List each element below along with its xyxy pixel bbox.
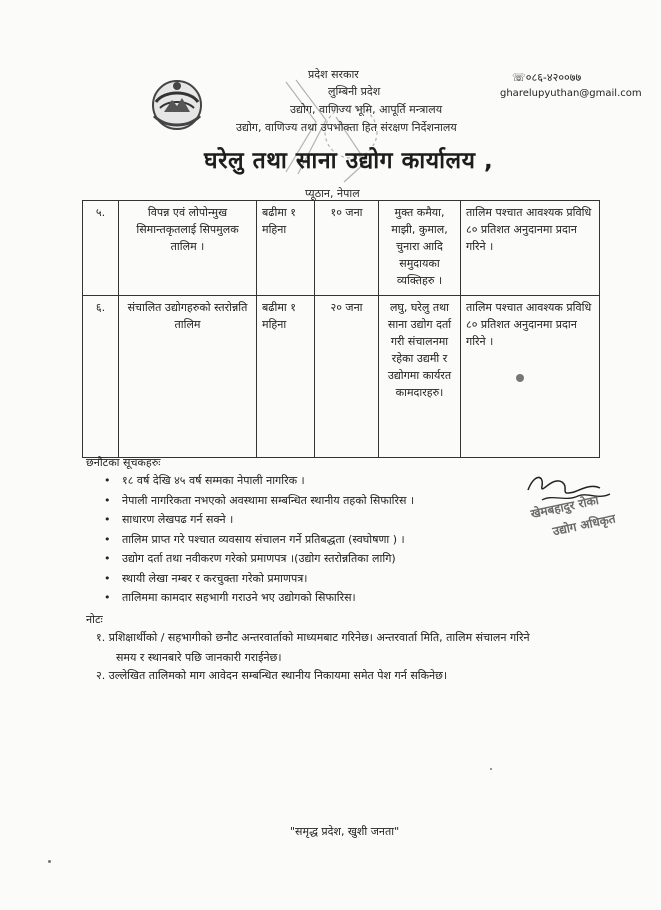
ink-speck: [48, 860, 51, 863]
remark: तालिम पश्चात आवश्यक प्रविधि ८० प्रतिशत अनुदानमा प्रदान गरिने ।: [461, 201, 600, 296]
training-name: संचालित उद्योगहरुको स्तरोन्नति तालिम: [119, 296, 257, 458]
training-duration: बढीमा १ महिना: [257, 296, 315, 458]
list-item: [100, 510, 414, 530]
list-item: [100, 549, 414, 569]
gov-name: प्रदेश सरकार: [308, 68, 359, 81]
bullet-icon: •: [104, 532, 111, 546]
target-group: लघु, घरेलु तथा साना उद्योग दर्ता गरी संचालनमा रहेका उद्यमी र उद्योगमा कार्यरत कामदारहरु।: [379, 296, 461, 458]
footer-slogan: "समृद्ध प्रदेश, खुशी जनता": [290, 825, 400, 838]
criteria-text: उद्योग दर्ता तथा नवीकरण गरेको प्रमाणपत्र ।(उद्योग स्तरोन्नतिका लागि): [122, 552, 396, 565]
nepal-emblem-icon: [146, 72, 208, 134]
officer-name-seal: खेमबहादुर रोका: [529, 492, 600, 522]
email-address: gharelupyuthan@gmail.com: [500, 88, 642, 99]
note-2: २. उल्लेखित तालिमको माग आवेदन सम्बन्धित स्थानीय निकायमा समेत पेश गर्न सकिनेछ।: [96, 669, 448, 682]
bullet-icon: •: [104, 513, 111, 526]
bullet-icon: •: [104, 552, 111, 565]
training-name: विपन्न एवं लोपोन्मुख सिमान्तकृतलाई सिपमुलक तालिम ।: [119, 201, 257, 296]
criteria-text: तालिम प्राप्त गरे पश्चात व्यवसाय संचालन गर्ने प्रतिबद्धता (स्वघोषणा ) ।: [122, 532, 405, 546]
target-group: मुक्त कमैया, माझी, कुमाल, चुनारा आदि समुदायका व्यक्तिहरु ।: [379, 201, 461, 296]
office-title: घरेलु तथा साना उद्योग कार्यालय ,: [204, 148, 494, 174]
list-item: [100, 588, 414, 608]
bullet-icon: •: [104, 591, 111, 604]
list-item: [100, 530, 414, 550]
ministry-name: उद्योग, वाणिज्य भूमि, आपूर्ति मन्त्रालय: [290, 103, 443, 116]
notes-heading: नोटः: [86, 613, 103, 626]
seat-count: २० जना: [315, 296, 379, 458]
phone-number: ☏०८६-४२००७७: [512, 71, 582, 84]
office-location: प्यूठान, नेपाल: [305, 187, 360, 200]
bullet-icon: •: [104, 571, 111, 585]
ink-speck: [490, 768, 492, 770]
province-name: लुम्बिनी प्रदेश: [328, 85, 381, 98]
training-table: [82, 200, 600, 458]
bullet-icon: •: [104, 493, 111, 507]
row-number: ५.: [83, 201, 119, 296]
directorate-name: उद्योग, वाणिज्य तथा उपभोक्ता हित संरक्षण निर्देशनालय: [236, 121, 457, 134]
criteria-list: [100, 471, 414, 608]
criteria-heading: छनौटका सूचकहरुः: [86, 456, 161, 469]
training-duration: बढीमा १ महिना: [257, 201, 315, 296]
criteria-text: साधारण लेखपढ गर्न सक्ने ।: [122, 513, 234, 526]
remark: तालिम पश्चात आवश्यक प्रविधि ८० प्रतिशत अनुदानमा प्रदान गरिने ।: [461, 296, 600, 458]
table-row: [83, 201, 600, 296]
criteria-text: स्थायी लेखा नम्बर र करचुक्ता गरेको प्रमाणपत्र।: [122, 571, 308, 585]
bullet-icon: •: [104, 474, 111, 487]
list-item: [100, 491, 414, 511]
note-1: १. प्रशिक्षार्थीको / सहभागीको छनौट अन्तरवार्ताको माध्यमबाट गरिनेछ। अन्तरवार्ता मिति, तालिम संचालन गरिने: [96, 631, 530, 644]
row-number: ६.: [83, 296, 119, 458]
list-item: [100, 569, 414, 589]
criteria-text: तालिममा कामदार सहभागी गराउने भए उद्योगको सिफारिस।: [122, 591, 356, 604]
note-1-continued: समय र स्थानबारे पछि जानकारी गराईनेछ।: [116, 651, 282, 664]
officer-title-seal: उद्योग अधिकृत: [551, 511, 617, 539]
seat-count: १० जना: [315, 201, 379, 296]
criteria-text: नेपाली नागरिकता नभएको अवस्थामा सम्बन्धित स्थानीय तहको सिफारिस ।: [122, 493, 415, 507]
criteria-text: १८ वर्ष देखि ४५ वर्ष सम्मका नेपाली नागरिक ।: [122, 474, 305, 487]
list-item: [100, 471, 414, 491]
ink-speck: [516, 374, 524, 382]
